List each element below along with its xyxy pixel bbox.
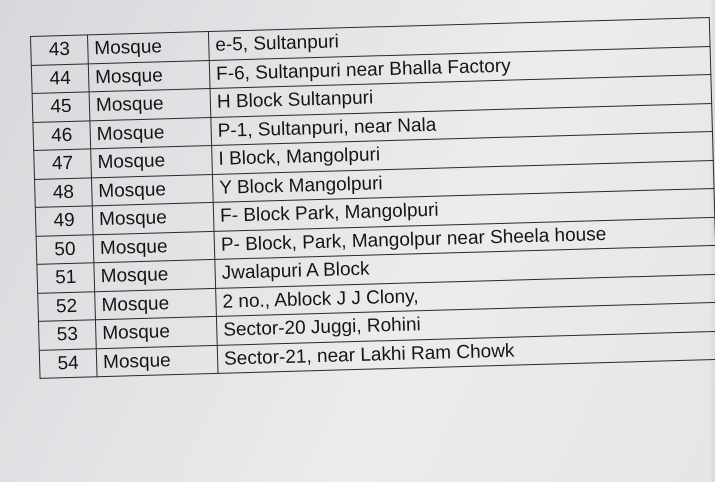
row-type: Mosque — [92, 202, 214, 234]
row-type: Mosque — [96, 345, 218, 377]
row-address: 2 no., Ablock J J Clony, — [216, 274, 715, 316]
row-address: Sector-21, near Lakhi Ram Chowk — [217, 331, 715, 373]
row-type: Mosque — [95, 316, 217, 348]
row-number: 43 — [31, 35, 89, 65]
places-table-body — [31, 18, 715, 379]
row-type: Mosque — [91, 174, 213, 206]
row-number: 48 — [34, 177, 92, 207]
row-number: 49 — [35, 206, 93, 236]
row-address: Sector-20 Juggi, Rohini — [216, 302, 715, 344]
row-address: I Block, Mangolpuri — [212, 131, 714, 173]
row-number: 53 — [38, 320, 96, 350]
row-address: P-1, Sultanpuri, near Nala — [211, 103, 713, 145]
row-type: Mosque — [87, 32, 209, 64]
page-shadow — [709, 0, 715, 482]
row-type: Mosque — [88, 60, 210, 92]
row-address: P- Block, Park, Mangolpur near Sheela house — [214, 217, 715, 259]
row-address: F-6, Sultanpuri near Bhalla Factory — [209, 46, 711, 88]
row-address: F- Block Park, Mangolpuri — [213, 188, 715, 230]
row-type: Mosque — [89, 88, 211, 120]
row-number: 54 — [39, 348, 97, 378]
row-type: Mosque — [95, 288, 217, 320]
row-address: H Block Sultanpuri — [210, 75, 712, 117]
row-type: Mosque — [93, 231, 215, 263]
row-number: 47 — [34, 149, 92, 179]
row-number: 50 — [36, 234, 94, 264]
row-address: Y Block Mangolpuri — [212, 160, 714, 202]
places-table — [30, 17, 715, 379]
row-number: 45 — [32, 92, 90, 122]
row-type: Mosque — [90, 117, 212, 149]
row-number: 51 — [37, 263, 95, 293]
row-address: Jwalapuri A Block — [215, 245, 715, 287]
row-number: 44 — [31, 63, 89, 93]
row-number: 46 — [33, 120, 91, 150]
row-type: Mosque — [91, 145, 213, 177]
row-type: Mosque — [94, 259, 216, 291]
row-address: e-5, Sultanpuri — [208, 18, 710, 60]
row-number: 52 — [38, 291, 96, 321]
